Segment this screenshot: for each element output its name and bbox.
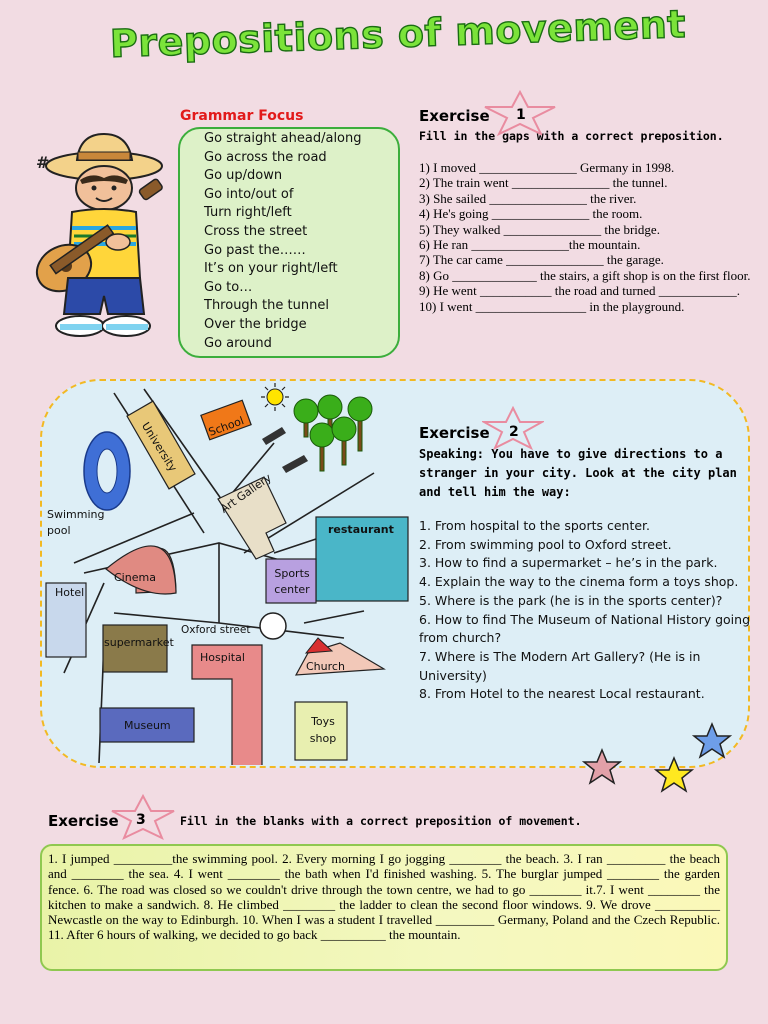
exercise3-instruction: Fill in the blanks with a correct preposition of movement.	[180, 814, 582, 828]
map-label-university: University	[138, 420, 180, 474]
svg-text:#: #	[36, 153, 50, 172]
list-item: 10) I went _________________ in the playground.	[419, 298, 685, 314]
list-item: 4) He's going _______________ the room.	[419, 206, 643, 222]
map-label-school: School	[206, 414, 246, 439]
boy-guitar-illustration	[22, 128, 172, 346]
list-item: 9) He went ___________ the road and turned ____________.	[419, 283, 740, 299]
grammar-item: Cross the street	[204, 223, 308, 239]
map-label-hospital: Hospital	[200, 651, 245, 664]
list-item: 8) Go _____________ the stairs, a gift shop is on the first floor.	[419, 267, 751, 283]
list-item: 4. Explain the way to the cinema form a toys shop.	[419, 574, 739, 590]
exercise1-label: Exercise	[419, 107, 490, 125]
grammar-item: Over the bridge	[204, 316, 307, 332]
grammar-item: Turn right/left	[204, 205, 292, 221]
grammar-item: Go up/down	[204, 168, 283, 184]
exercise2-instruction: Speaking: You have to give directions to a stranger in your city. Look at the city plan and tell him the way:	[419, 447, 737, 499]
list-item: 7) The car came _______________ the garage.	[419, 252, 664, 268]
list-item: 8. From Hotel to the nearest Local restaurant.	[419, 686, 705, 702]
list-item: 1) I moved _______________ Germany in 1998.	[419, 160, 675, 175]
map-label-swimming-pool: Swimming pool	[47, 508, 105, 537]
list-item: 2) The train went _______________ the tunnel.	[419, 175, 668, 191]
map-label-art-gallery: Art Gallery	[218, 471, 274, 516]
city-map	[44, 383, 414, 765]
map-label-church: Church	[306, 660, 345, 673]
grammar-item: Through the tunnel	[204, 298, 329, 314]
map-label-supermarket: supermarket	[104, 636, 174, 649]
map-label-hotel: Hotel	[55, 586, 85, 599]
grammar-item: It’s on your right/left	[204, 261, 338, 277]
list-item: 5) They walked _______________ the bridge.	[419, 221, 660, 237]
grammar-item: Go to…	[204, 279, 253, 295]
exercise2-list	[419, 517, 764, 704]
exercise3-label: Exercise	[48, 812, 119, 830]
list-item: 6) He ran _______________the mountain.	[419, 237, 641, 253]
grammar-item: Go straight ahead/along	[204, 131, 362, 146]
grammar-item: Go around	[204, 335, 272, 351]
map-label-cinema: Cinema	[114, 571, 156, 584]
exercise1-instruction: Fill in the gaps with a correct preposition.	[419, 129, 724, 143]
map-label-museum: Museum	[124, 719, 171, 732]
exercise3-number: 3	[136, 812, 146, 828]
exercise1-number: 1	[516, 107, 526, 123]
page-title: Prepositions of movement	[109, 1, 687, 66]
grammar-item: Go into/out of	[204, 186, 294, 202]
map-label-sports-center: Sports center	[274, 567, 310, 596]
list-item: 3. How to find a supermarket – he’s in the park.	[419, 555, 718, 571]
list-item: 1. From hospital to the sports center.	[419, 518, 651, 533]
grammar-item: Go past the……	[204, 242, 306, 258]
map-label-toys-shop: Toys shop	[309, 715, 337, 745]
decorative-stars-icon	[582, 722, 732, 802]
list-item: 3) She sailed _______________ the river.	[419, 190, 637, 206]
grammar-focus-heading: Grammar Focus	[180, 108, 304, 124]
exercise3-text-box: 1. I jumped _________the swimming pool. 2. Every morning I go jogging ________ the beach. 3. I ran _________ the beach and ________ the sea. 4. I went ________ the bath when I'd finished washing. 5. The burglar jumped ________ the garden fence. 6. The road was closed so we couldn't drive through the town centre, we had to go ________ it.7. I went ________ the kitchen to make a sandwich. 8. He climbed ________ the ladder to clean the second floor windows. 9. We drove __________ Newcastle on the way to Edinburgh. 10. When I was a student I travelled _________ Germany, Poland and the Czech Republic. 11. After 6 hours of walking, we decided to go back __________ the mountain.	[40, 844, 728, 971]
list-item: 2. From swimming pool to Oxford street.	[419, 536, 672, 552]
list-item: 5. Where is the park (he is in the sports center)?	[419, 592, 723, 608]
grammar-item: Go across the road	[204, 149, 327, 165]
list-item: 6. How to find The Museum of National History going from church?	[419, 611, 751, 646]
map-label-oxford-street: Oxford street	[181, 624, 251, 636]
grammar-focus-box	[178, 127, 400, 358]
map-label-restaurant: restaurant	[328, 523, 394, 536]
exercise1-list	[419, 160, 764, 314]
exercise2-label: Exercise	[419, 424, 490, 442]
list-item: 7. Where is The Modern Art Gallery? (He is in University)	[419, 648, 701, 683]
exercise2-number: 2	[509, 424, 519, 440]
